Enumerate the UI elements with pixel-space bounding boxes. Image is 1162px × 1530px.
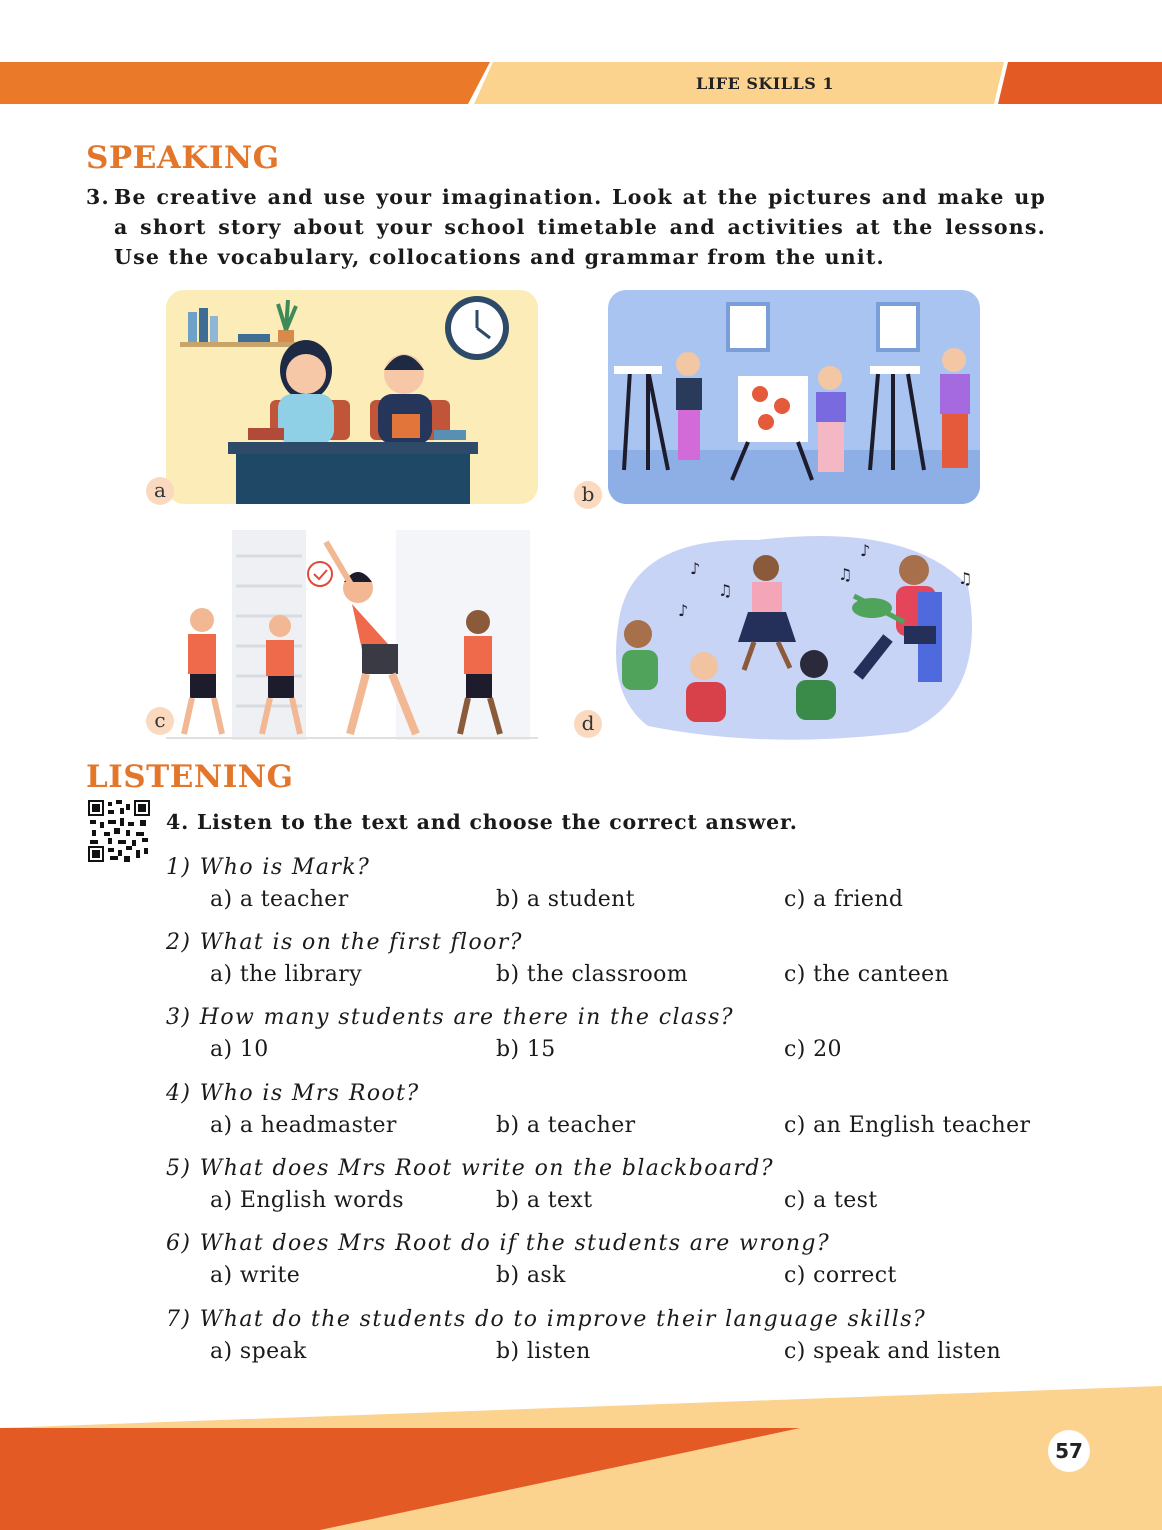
option-a[interactable]: a) the library: [210, 962, 363, 987]
question-number: 6): [166, 1231, 192, 1256]
answer-options: [166, 959, 1066, 991]
question-7: [166, 1304, 1066, 1368]
question-text: [166, 1153, 1066, 1185]
question-text: [166, 852, 1066, 884]
option-c[interactable]: c) correct: [784, 1263, 897, 1288]
question-prompt: What does Mrs Root do if the students are wrong?: [199, 1231, 831, 1256]
answer-options: [166, 1185, 1066, 1217]
svg-text:♪: ♪: [690, 559, 701, 578]
speaking-title: SPEAKING: [86, 140, 280, 176]
question-prompt: How many students are there in the class?: [199, 1005, 734, 1030]
picture-c: [166, 526, 538, 740]
svg-text:♫: ♫: [718, 581, 733, 600]
option-a[interactable]: a) a headmaster: [210, 1113, 397, 1138]
question-6: [166, 1228, 1066, 1292]
question-text: [166, 1304, 1066, 1336]
question-text: [166, 1228, 1066, 1260]
question-number: 7): [166, 1307, 192, 1332]
question-3: [166, 1002, 1066, 1066]
picture-a: [166, 290, 538, 504]
question-text: [166, 1002, 1066, 1034]
question-prompt: What do the students do to improve their language skills?: [199, 1307, 927, 1332]
option-a[interactable]: a) speak: [210, 1339, 307, 1364]
picture-label-c: c: [146, 707, 174, 735]
svg-text:♪: ♪: [860, 541, 871, 560]
option-c[interactable]: c) a test: [784, 1188, 878, 1213]
question-prompt: What does Mrs Root write on the blackboard?: [199, 1156, 774, 1181]
listening-task: 4. Listen to the text and choose the correct answer.: [166, 810, 798, 834]
picture-label-a: a: [146, 477, 174, 505]
listening-title: LISTENING: [86, 759, 294, 795]
task-text: Be creative and use your imagination. Look at the pictures and make up a short story about your school timetable and activities at the lessons. Use the vocabulary, collocations and grammar from the unit.: [114, 185, 1046, 269]
answer-options: [166, 1034, 1066, 1066]
svg-text:♪: ♪: [678, 601, 689, 620]
question-2: [166, 927, 1066, 991]
question-text: [166, 927, 1066, 959]
option-b[interactable]: b) a student: [496, 887, 635, 912]
question-number: 5): [166, 1156, 192, 1181]
option-a[interactable]: a) write: [210, 1263, 301, 1288]
option-b[interactable]: b) the classroom: [496, 962, 689, 987]
answer-options: [166, 1110, 1066, 1142]
speaking-task: [86, 182, 1046, 272]
option-b[interactable]: b) a text: [496, 1188, 593, 1213]
header-title: LIFE SKILLS 1: [695, 74, 835, 93]
option-b[interactable]: b) 15: [496, 1037, 556, 1062]
option-c[interactable]: c) an English teacher: [784, 1113, 1031, 1138]
picture-b: [608, 290, 980, 504]
question-1: [166, 852, 1066, 916]
question-number: 4): [166, 1081, 192, 1106]
picture-d: [608, 526, 980, 740]
option-a[interactable]: a) a teacher: [210, 887, 349, 912]
picture-label-d: d: [574, 710, 602, 738]
svg-text:♫: ♫: [838, 565, 853, 584]
question-prompt: Who is Mark?: [199, 855, 371, 880]
option-a[interactable]: a) 10: [210, 1037, 269, 1062]
header-band: [0, 60, 1162, 106]
qr-code[interactable]: [88, 800, 150, 862]
option-c[interactable]: c) 20: [784, 1037, 842, 1062]
question-number: 1): [166, 855, 192, 880]
question-prompt: Who is Mrs Root?: [199, 1081, 420, 1106]
option-c[interactable]: c) a friend: [784, 887, 904, 912]
page-number: 57: [1048, 1430, 1090, 1472]
option-b[interactable]: b) listen: [496, 1339, 591, 1364]
svg-text:♫: ♫: [958, 569, 973, 588]
option-c[interactable]: c) the canteen: [784, 962, 950, 987]
answer-options: [166, 1336, 1066, 1368]
question-number: 3): [166, 1005, 192, 1030]
answer-options: [166, 1260, 1066, 1292]
option-c[interactable]: c) speak and listen: [784, 1339, 1002, 1364]
task-number: 3.: [86, 185, 110, 209]
picture-label-b: b: [574, 481, 602, 509]
question-prompt: What is on the first floor?: [199, 930, 523, 955]
question-5: [166, 1153, 1066, 1217]
question-text: [166, 1078, 1066, 1110]
question-4: [166, 1078, 1066, 1142]
answer-options: [166, 884, 1066, 916]
option-a[interactable]: a) English words: [210, 1188, 404, 1213]
footer-band: [0, 1380, 1162, 1530]
option-b[interactable]: b) a teacher: [496, 1113, 636, 1138]
option-b[interactable]: b) ask: [496, 1263, 566, 1288]
question-number: 2): [166, 930, 192, 955]
